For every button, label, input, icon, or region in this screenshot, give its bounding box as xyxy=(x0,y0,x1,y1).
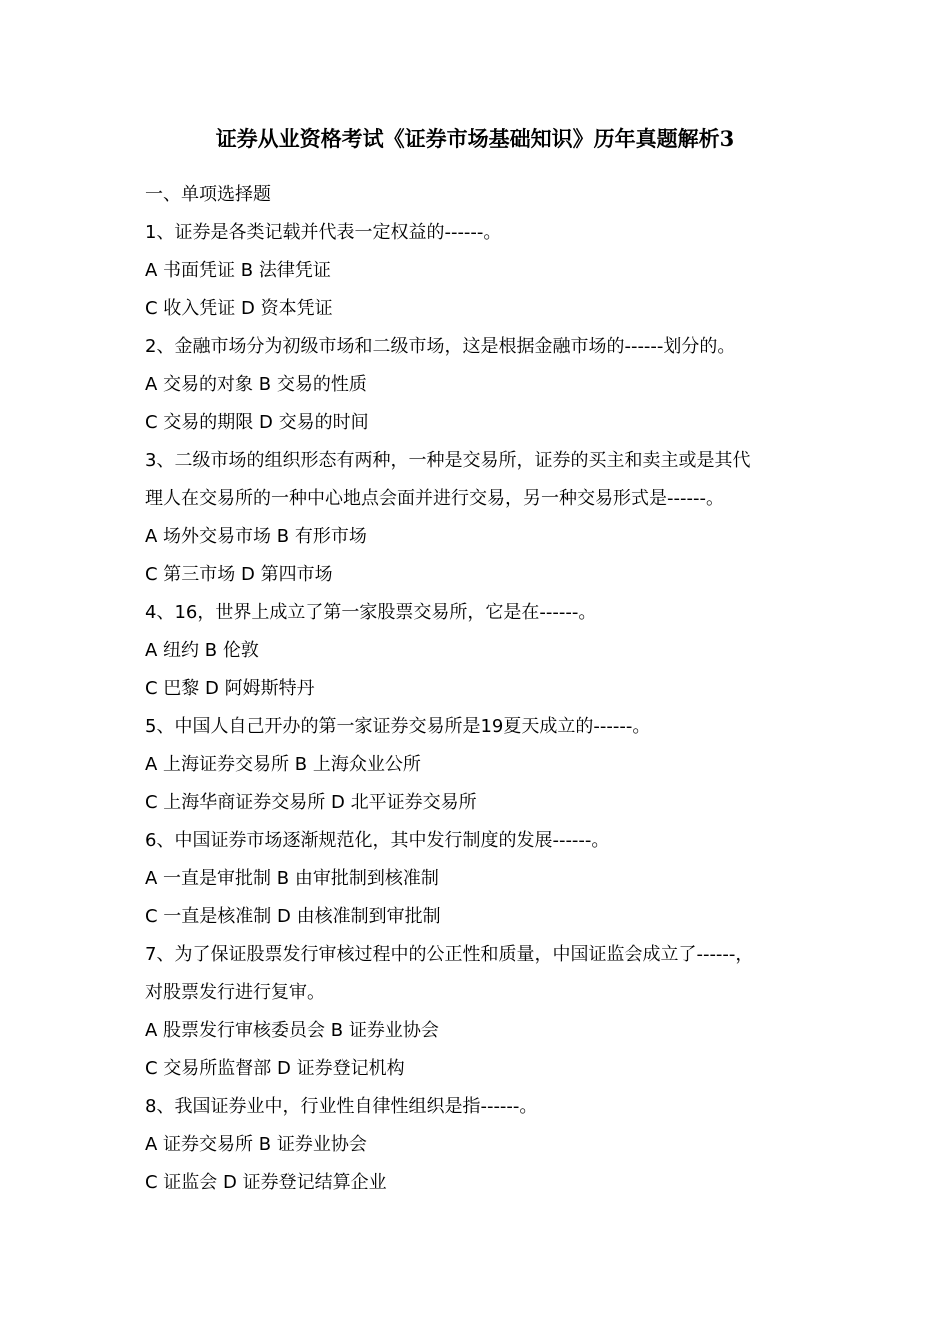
document-title: 证券从业资格考试《证券市场基础知识》历年真题解析3 xyxy=(215,126,735,151)
question-7-options-ab: A 股票发行审核委员会 B 证券业协会 xyxy=(145,1020,439,1041)
section-heading: 一、单项选择题 xyxy=(145,184,271,205)
question-1: 1、证券是各类记载并代表一定权益的------。 xyxy=(145,222,502,243)
question-4-options-ab: A 纽约 B 伦敦 xyxy=(145,640,259,661)
question-4: 4、16，世界上成立了第一家股票交易所，它是在------。 xyxy=(145,602,597,623)
question-6-options-ab: A 一直是审批制 B 由审批制到核准制 xyxy=(145,868,439,889)
question-7-line-1: 7、为了保证股票发行审核过程中的公正性和质量，中国证监会成立了------， xyxy=(145,944,754,965)
question-3-line-2: 理人在交易所的一种中心地点会面并进行交易，另一种交易形式是------。 xyxy=(145,488,724,509)
question-6: 6、中国证券市场逐渐规范化，其中发行制度的发展------。 xyxy=(145,830,610,851)
question-1-options-ab: A 书面凭证 B 法律凭证 xyxy=(145,260,331,281)
question-3-line-1: 3、二级市场的组织形态有两种，一种是交易所，证券的买主和卖主或是其代 xyxy=(145,450,751,471)
question-3-options-cd: C 第三市场 D 第四市场 xyxy=(145,564,333,585)
question-5-options-cd: C 上海华商证券交易所 D 北平证券交易所 xyxy=(145,792,477,813)
question-2-options-ab: A 交易的对象 B 交易的性质 xyxy=(145,374,367,395)
question-2: 2、金融市场分为初级市场和二级市场，这是根据金融市场的------划分的。 xyxy=(145,336,736,357)
question-7-options-cd: C 交易所监督部 D 证券登记机构 xyxy=(145,1058,405,1079)
question-8-options-ab: A 证券交易所 B 证券业协会 xyxy=(145,1134,367,1155)
question-5-options-ab: A 上海证券交易所 B 上海众业公所 xyxy=(145,754,421,775)
question-8-options-cd: C 证监会 D 证券登记结算企业 xyxy=(145,1172,387,1193)
document-body xyxy=(145,176,805,1202)
question-4-options-cd: C 巴黎 D 阿姆斯特丹 xyxy=(145,678,315,699)
question-7-line-2: 对股票发行进行复审。 xyxy=(145,982,325,1003)
question-8: 8、我国证券业中，行业性自律性组织是指------。 xyxy=(145,1096,538,1117)
question-1-options-cd: C 收入凭证 D 资本凭证 xyxy=(145,298,333,319)
question-6-options-cd: C 一直是核准制 D 由核准制到审批制 xyxy=(145,906,441,927)
question-5: 5、中国人自己开办的第一家证券交易所是19夏天成立的------。 xyxy=(145,716,651,737)
question-2-options-cd: C 交易的期限 D 交易的时间 xyxy=(145,412,369,433)
question-3-options-ab: A 场外交易市场 B 有形市场 xyxy=(145,526,367,547)
